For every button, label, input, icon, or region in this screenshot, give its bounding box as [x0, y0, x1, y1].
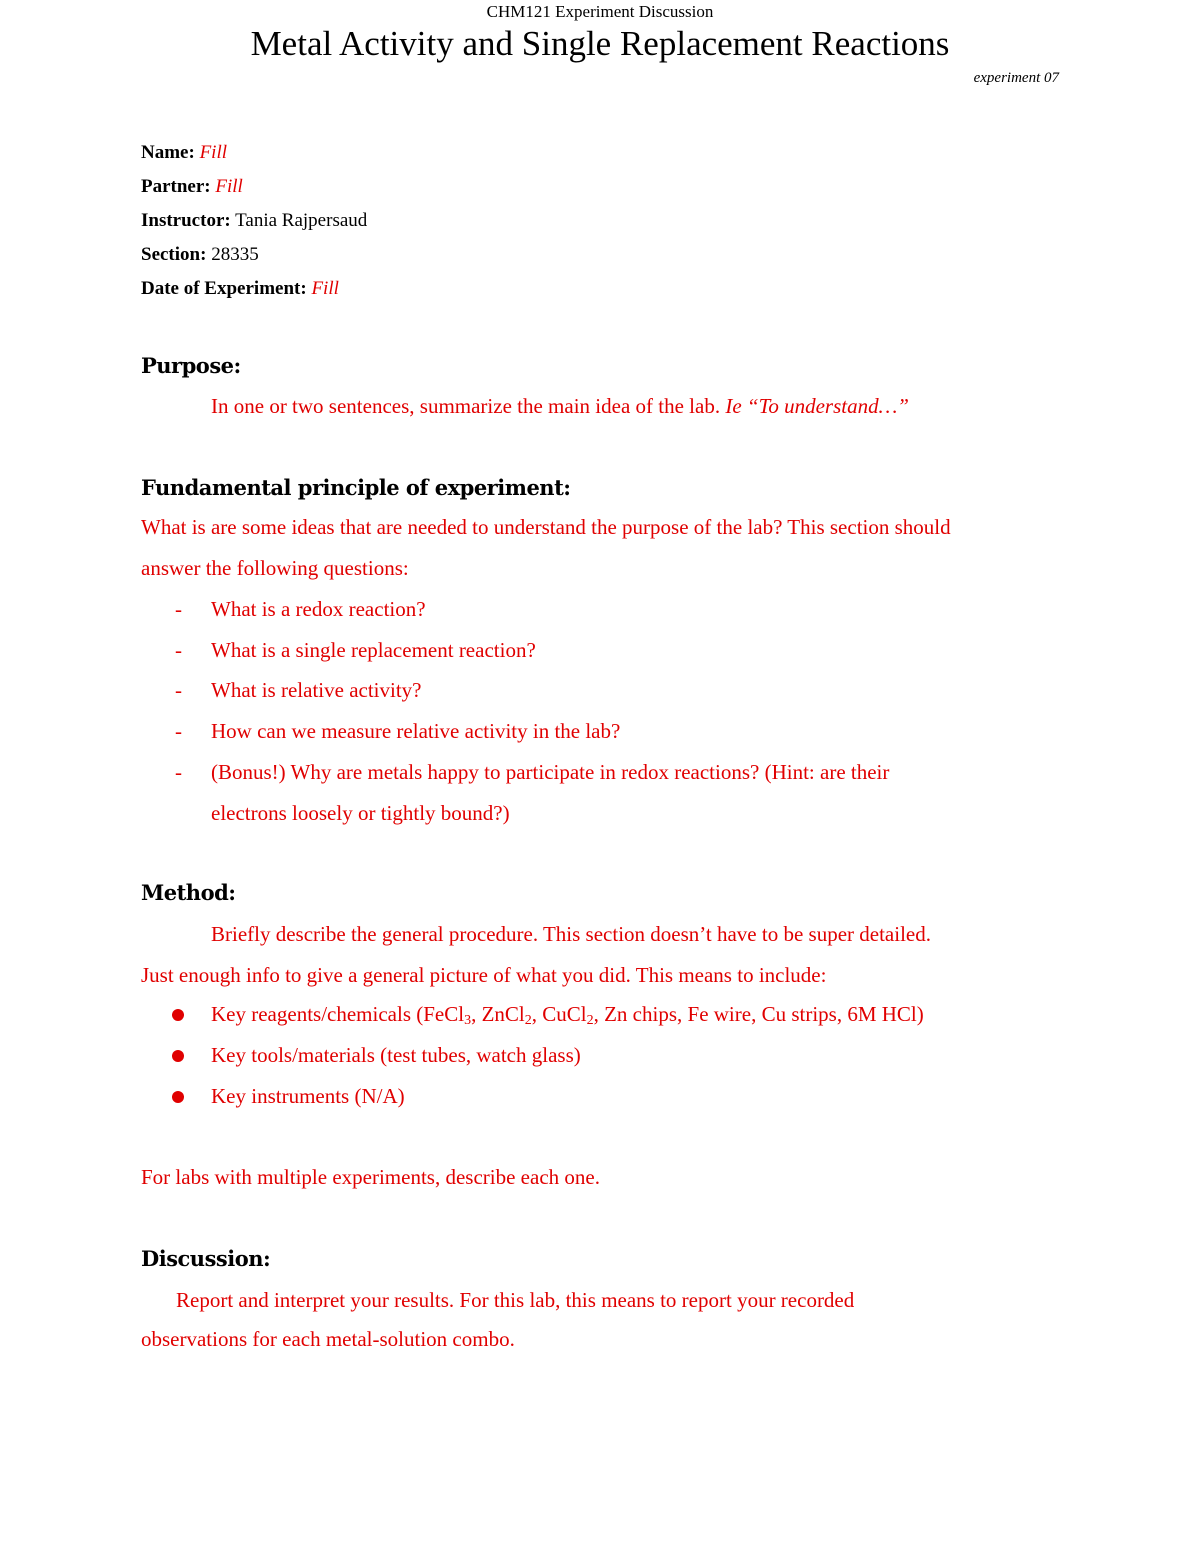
discussion-line-2: observations for each metal-solution combo. — [141, 1327, 515, 1351]
question-item: What is a redox reaction? — [211, 597, 426, 621]
reagents-sub: 3 — [464, 1013, 472, 1028]
reagents-suffix: , Zn chips, Fe wire, Cu strips, 6M HCl) — [593, 1002, 924, 1026]
principle-line-2: answer the following questions: — [141, 556, 409, 580]
method-line-1: Briefly describe the general procedure. This section doesn’t have to be super detailed. — [211, 922, 931, 946]
name-label: Name: — [141, 142, 195, 163]
name-value[interactable]: Fill — [199, 142, 228, 163]
partner-field — [141, 176, 243, 198]
reagents-sub: 2 — [586, 1013, 594, 1028]
dash-marker: - — [175, 719, 182, 743]
method-multi-note: For labs with multiple experiments, describe each one. — [141, 1165, 600, 1189]
course-header: CHM121 Experiment Discussion — [486, 2, 714, 21]
instruments-item: Key instruments (N/A) — [211, 1084, 405, 1108]
question-item: What is a single replacement reaction? — [211, 638, 536, 662]
purpose-heading: Purpose: — [141, 353, 241, 378]
tools-item: Key tools/materials (test tubes, watch glass) — [211, 1043, 581, 1067]
section-field — [141, 244, 259, 266]
reagents-item — [211, 1002, 924, 1027]
partner-label: Partner: — [141, 176, 211, 197]
question-item: (Bonus!) Why are metals happy to participate in redox reactions? (Hint: are their — [211, 760, 890, 784]
bullet-marker — [172, 1009, 184, 1021]
section-label: Section: — [141, 244, 207, 265]
discussion-heading: Discussion: — [141, 1246, 271, 1271]
document-title: Metal Activity and Single Replacement Reactions — [250, 24, 950, 63]
bullet-marker — [172, 1050, 184, 1062]
dash-marker: - — [175, 638, 182, 662]
bullet-marker — [172, 1091, 184, 1103]
principle-line-1: What is are some ideas that are needed to understand the purpose of the lab? This section should — [141, 515, 951, 539]
date-value[interactable]: Fill — [311, 278, 339, 299]
dash-marker: - — [175, 597, 182, 621]
instructor-label: Instructor: — [141, 210, 231, 231]
name-field — [141, 142, 227, 164]
experiment-number: experiment 07 — [973, 70, 1059, 86]
date-field — [141, 278, 339, 300]
question-item: What is relative activity? — [211, 678, 422, 702]
instructor-field — [141, 210, 367, 232]
question-continuation: electrons loosely or tightly bound?) — [211, 801, 510, 825]
instructor-value: Tania Rajpersaud — [235, 210, 368, 231]
purpose-example: Ie “To understand…” — [725, 394, 909, 418]
reagents-prefix: Key reagents/chemicals (FeCl — [211, 1002, 465, 1026]
reagents-sub: 2 — [524, 1013, 532, 1028]
principle-heading: Fundamental principle of experiment: — [141, 475, 571, 500]
reagents-mid: , CuCl — [531, 1002, 587, 1026]
dash-marker: - — [175, 760, 182, 784]
partner-value[interactable]: Fill — [215, 176, 243, 197]
section-value: 28335 — [211, 244, 259, 265]
purpose-text — [211, 394, 909, 419]
date-label: Date of Experiment: — [141, 278, 307, 299]
method-line-2: Just enough info to give a general picture of what you did. This means to include: — [141, 963, 827, 987]
method-heading: Method: — [141, 880, 236, 905]
dash-marker: - — [175, 678, 182, 702]
question-item: How can we measure relative activity in the lab? — [211, 719, 621, 743]
reagents-mid: , ZnCl — [471, 1002, 525, 1026]
purpose-instruction: In one or two sentences, summarize the main idea of the lab. — [211, 394, 721, 418]
discussion-line-1: Report and interpret your results. For this lab, this means to report your recorded — [176, 1288, 855, 1312]
